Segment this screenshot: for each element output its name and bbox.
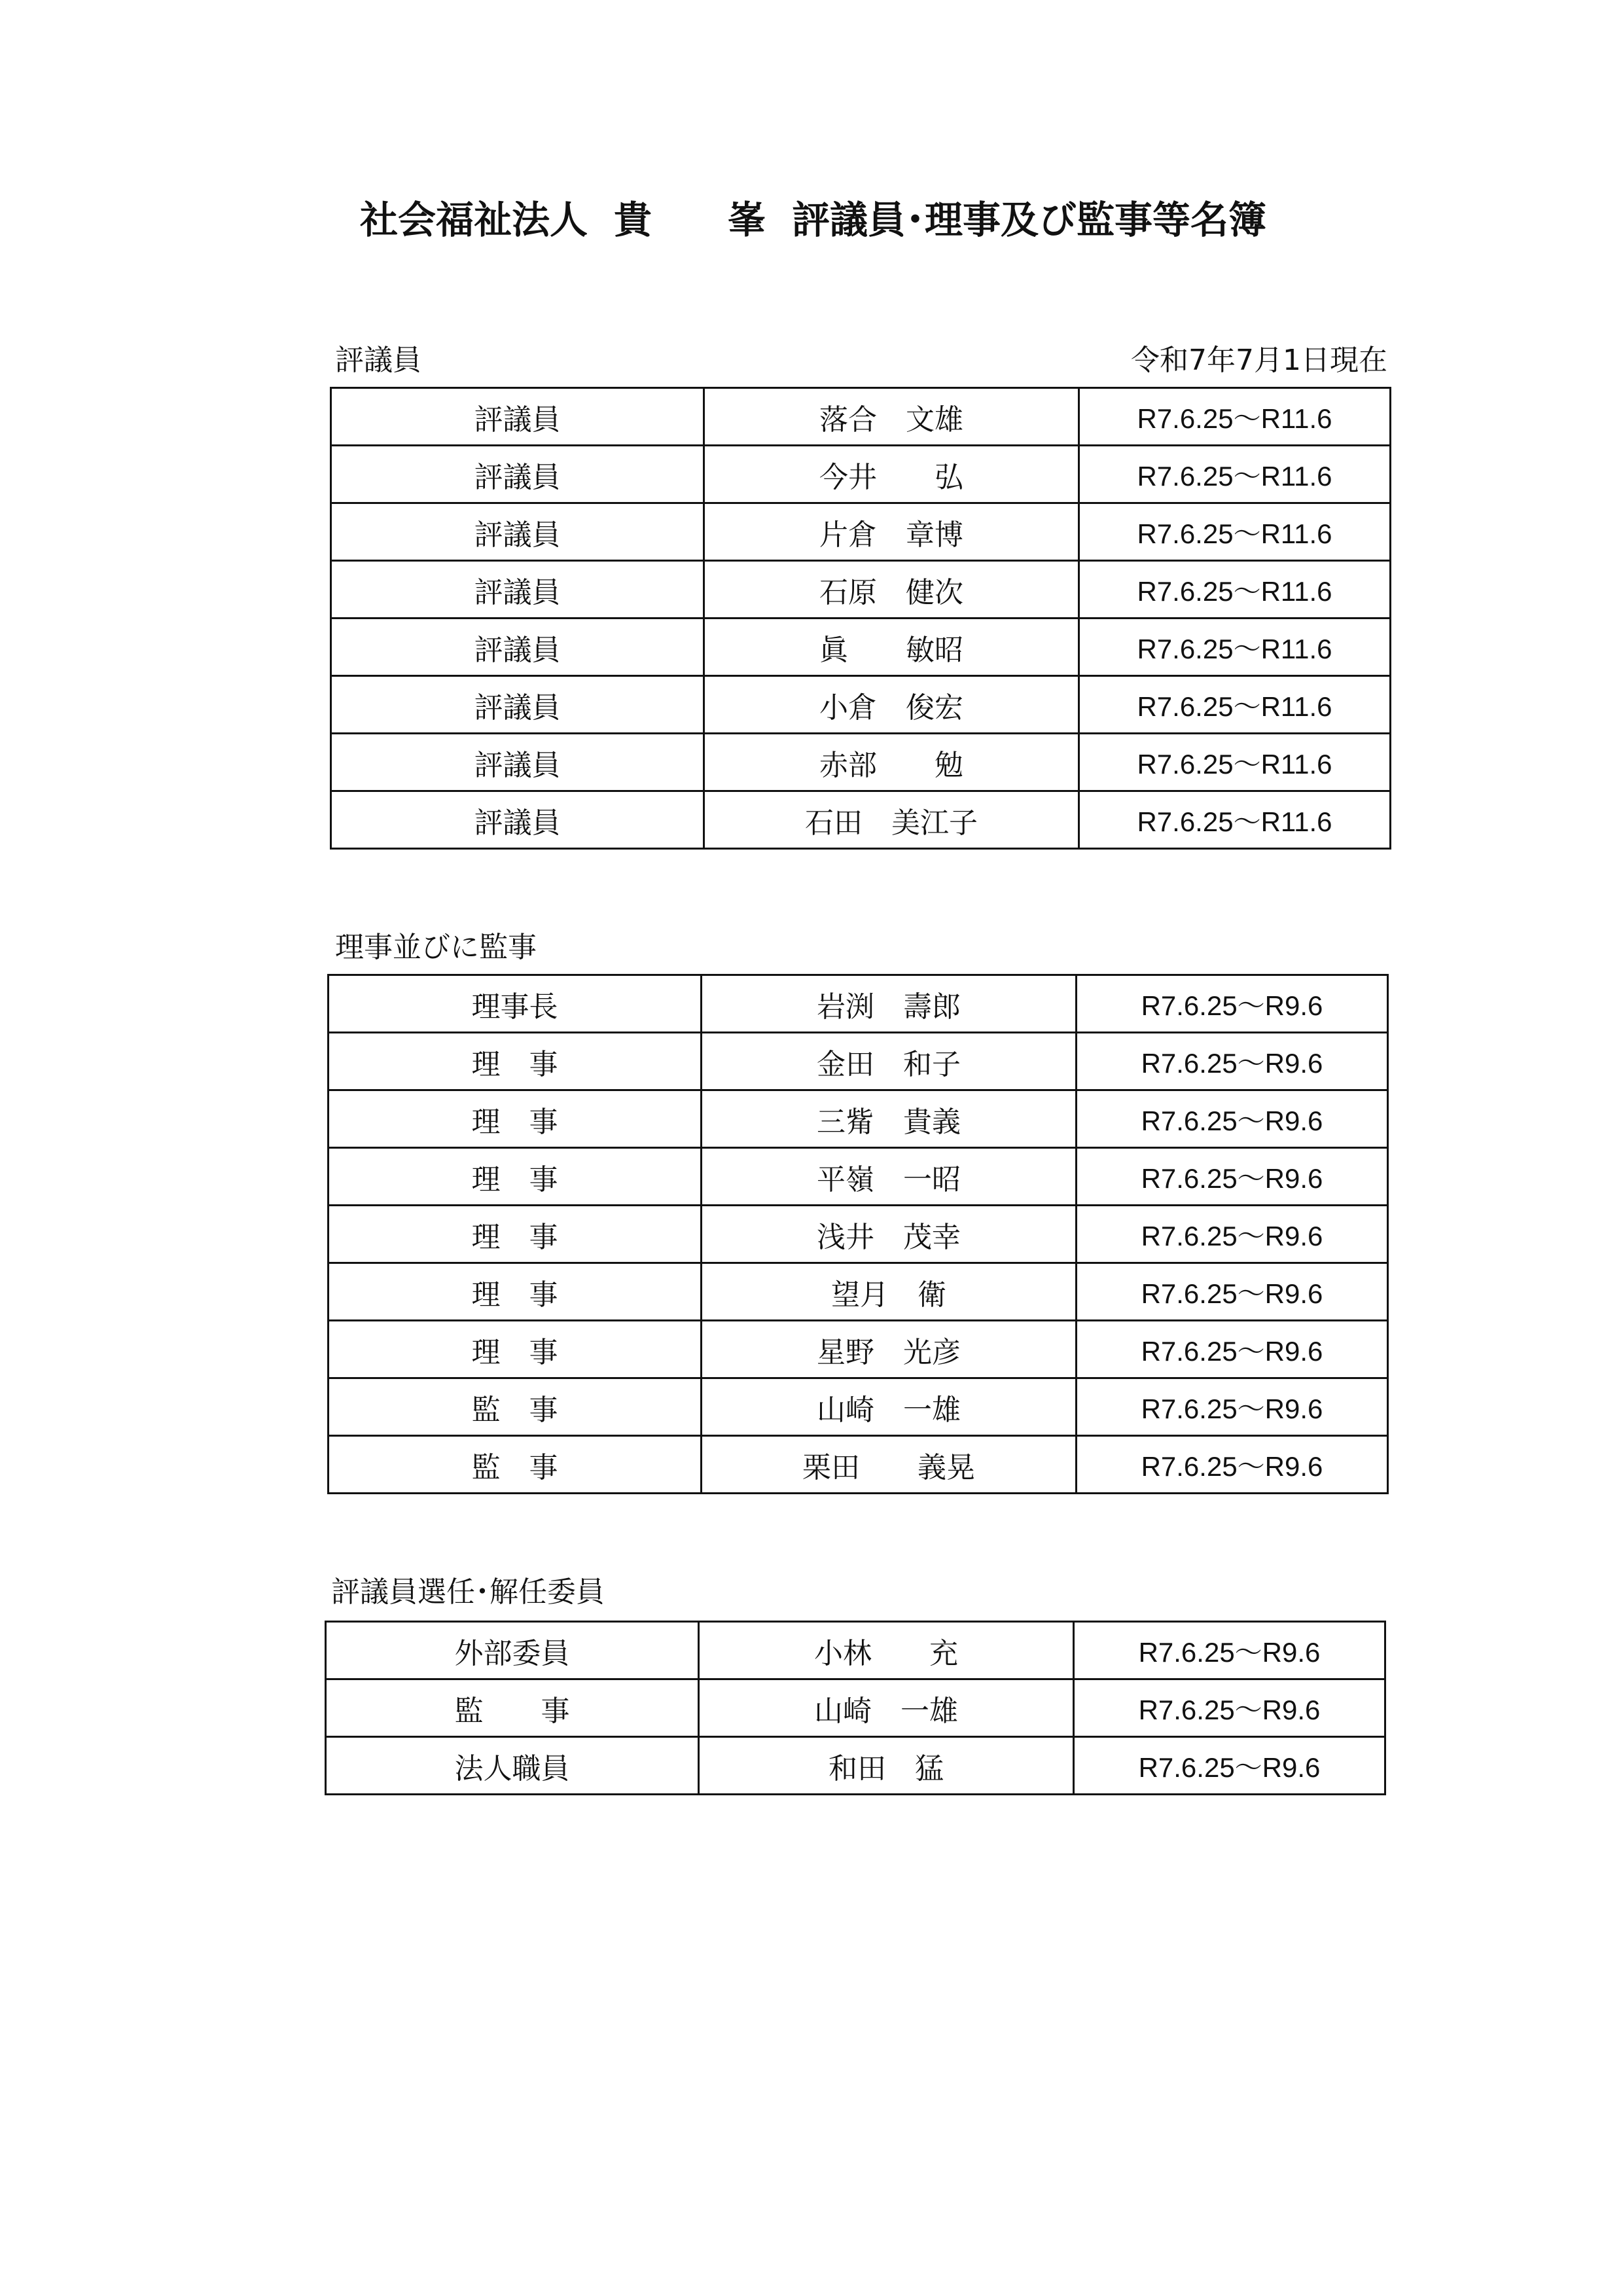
role-cell: 外部委員 (326, 1622, 699, 1679)
term-cell: R7.6.25～R11.6 (1079, 676, 1391, 734)
table-row (331, 791, 1391, 849)
name-cell: 眞 敏昭 (704, 619, 1079, 676)
role-cell: 評議員 (331, 619, 704, 676)
name-cell: 三觜 貴義 (702, 1090, 1077, 1148)
councillors-table (330, 387, 1391, 850)
role-cell: 監 事 (326, 1679, 699, 1737)
term-cell: R7.6.25～R9.6 (1077, 1033, 1388, 1090)
table-row (331, 388, 1391, 446)
table-row (329, 1263, 1388, 1321)
table-row (326, 1737, 1385, 1795)
name-cell: 平嶺 一昭 (702, 1148, 1077, 1206)
table-row (329, 1033, 1388, 1090)
term-cell: R7.6.25～R9.6 (1077, 1148, 1388, 1206)
table-row (331, 561, 1391, 619)
term-cell: R7.6.25～R9.6 (1077, 1321, 1388, 1378)
selection-committee-table (325, 1621, 1386, 1795)
name-cell: 小林 充 (699, 1622, 1074, 1679)
term-cell: R7.6.25～R9.6 (1074, 1679, 1385, 1737)
name-cell: 片倉 章博 (704, 503, 1079, 561)
table-row (331, 619, 1391, 676)
role-cell: 理 事 (329, 1321, 702, 1378)
term-cell: R7.6.25～R9.6 (1074, 1622, 1385, 1679)
term-cell: R7.6.25～R9.6 (1077, 975, 1388, 1033)
name-cell: 石田 美江子 (704, 791, 1079, 849)
name-cell: 金田 和子 (702, 1033, 1077, 1090)
section-label-councillors: 評議員 (335, 344, 421, 377)
as-of-date: 令和7年7月1日現在 (1131, 344, 1387, 377)
term-cell: R7.6.25～R9.6 (1077, 1090, 1388, 1148)
role-cell: 評議員 (331, 734, 704, 791)
term-cell: R7.6.25～R11.6 (1079, 388, 1391, 446)
name-cell: 栗田 義晃 (702, 1436, 1077, 1494)
name-cell: 石原 健次 (704, 561, 1079, 619)
term-cell: R7.6.25～R11.6 (1079, 791, 1391, 849)
name-cell: 浅井 茂幸 (702, 1206, 1077, 1263)
table-row (331, 676, 1391, 734)
directors-table (327, 974, 1389, 1494)
title-org-name: 貴 峯 (614, 198, 766, 242)
name-cell: 山崎 一雄 (699, 1679, 1074, 1737)
name-cell: 星野 光彦 (702, 1321, 1077, 1378)
role-cell: 理 事 (329, 1090, 702, 1148)
term-cell: R7.6.25～R9.6 (1077, 1378, 1388, 1436)
table-row (329, 1148, 1388, 1206)
role-cell: 監 事 (329, 1436, 702, 1494)
role-cell: 監 事 (329, 1378, 702, 1436)
term-cell: R7.6.25～R9.6 (1077, 1206, 1388, 1263)
term-cell: R7.6.25～R11.6 (1079, 561, 1391, 619)
name-cell: 赤部 勉 (704, 734, 1079, 791)
name-cell: 岩渕 壽郎 (702, 975, 1077, 1033)
role-cell: 理 事 (329, 1206, 702, 1263)
role-cell: 法人職員 (326, 1737, 699, 1795)
role-cell: 理 事 (329, 1148, 702, 1206)
role-cell: 評議員 (331, 561, 704, 619)
document-title (360, 194, 1368, 246)
role-cell: 評議員 (331, 503, 704, 561)
name-cell: 小倉 俊宏 (704, 676, 1079, 734)
name-cell: 落合 文雄 (704, 388, 1079, 446)
table-row (331, 446, 1391, 503)
name-cell: 望月 衛 (702, 1263, 1077, 1321)
role-cell: 理 事 (329, 1033, 702, 1090)
table-row (326, 1679, 1385, 1737)
table-row (326, 1622, 1385, 1679)
table-row (331, 734, 1391, 791)
name-cell: 和田 猛 (699, 1737, 1074, 1795)
section-label-selection-committee: 評議員選任･解任委員 (331, 1575, 605, 1609)
role-cell: 理 事 (329, 1263, 702, 1321)
name-cell: 山崎 一雄 (702, 1378, 1077, 1436)
term-cell: R7.6.25～R9.6 (1077, 1436, 1388, 1494)
title-org-type: 社会福祉法人 (360, 198, 588, 242)
table-row (329, 1206, 1388, 1263)
term-cell: R7.6.25～R11.6 (1079, 734, 1391, 791)
section-label-directors: 理事並びに監事 (335, 931, 537, 964)
role-cell: 評議員 (331, 446, 704, 503)
term-cell: R7.6.25～R11.6 (1079, 503, 1391, 561)
role-cell: 評議員 (331, 791, 704, 849)
table-row (329, 1378, 1388, 1436)
role-cell: 評議員 (331, 676, 704, 734)
term-cell: R7.6.25～R9.6 (1077, 1263, 1388, 1321)
term-cell: R7.6.25～R11.6 (1079, 446, 1391, 503)
role-cell: 評議員 (331, 388, 704, 446)
table-row (329, 1090, 1388, 1148)
term-cell: R7.6.25～R9.6 (1074, 1737, 1385, 1795)
term-cell: R7.6.25～R11.6 (1079, 619, 1391, 676)
table-row (329, 1436, 1388, 1494)
table-row (329, 1321, 1388, 1378)
title-subject: 評議員･理事及び監事等名簿 (792, 198, 1267, 242)
name-cell: 今井 弘 (704, 446, 1079, 503)
role-cell: 理事長 (329, 975, 702, 1033)
table-row (329, 975, 1388, 1033)
table-row (331, 503, 1391, 561)
